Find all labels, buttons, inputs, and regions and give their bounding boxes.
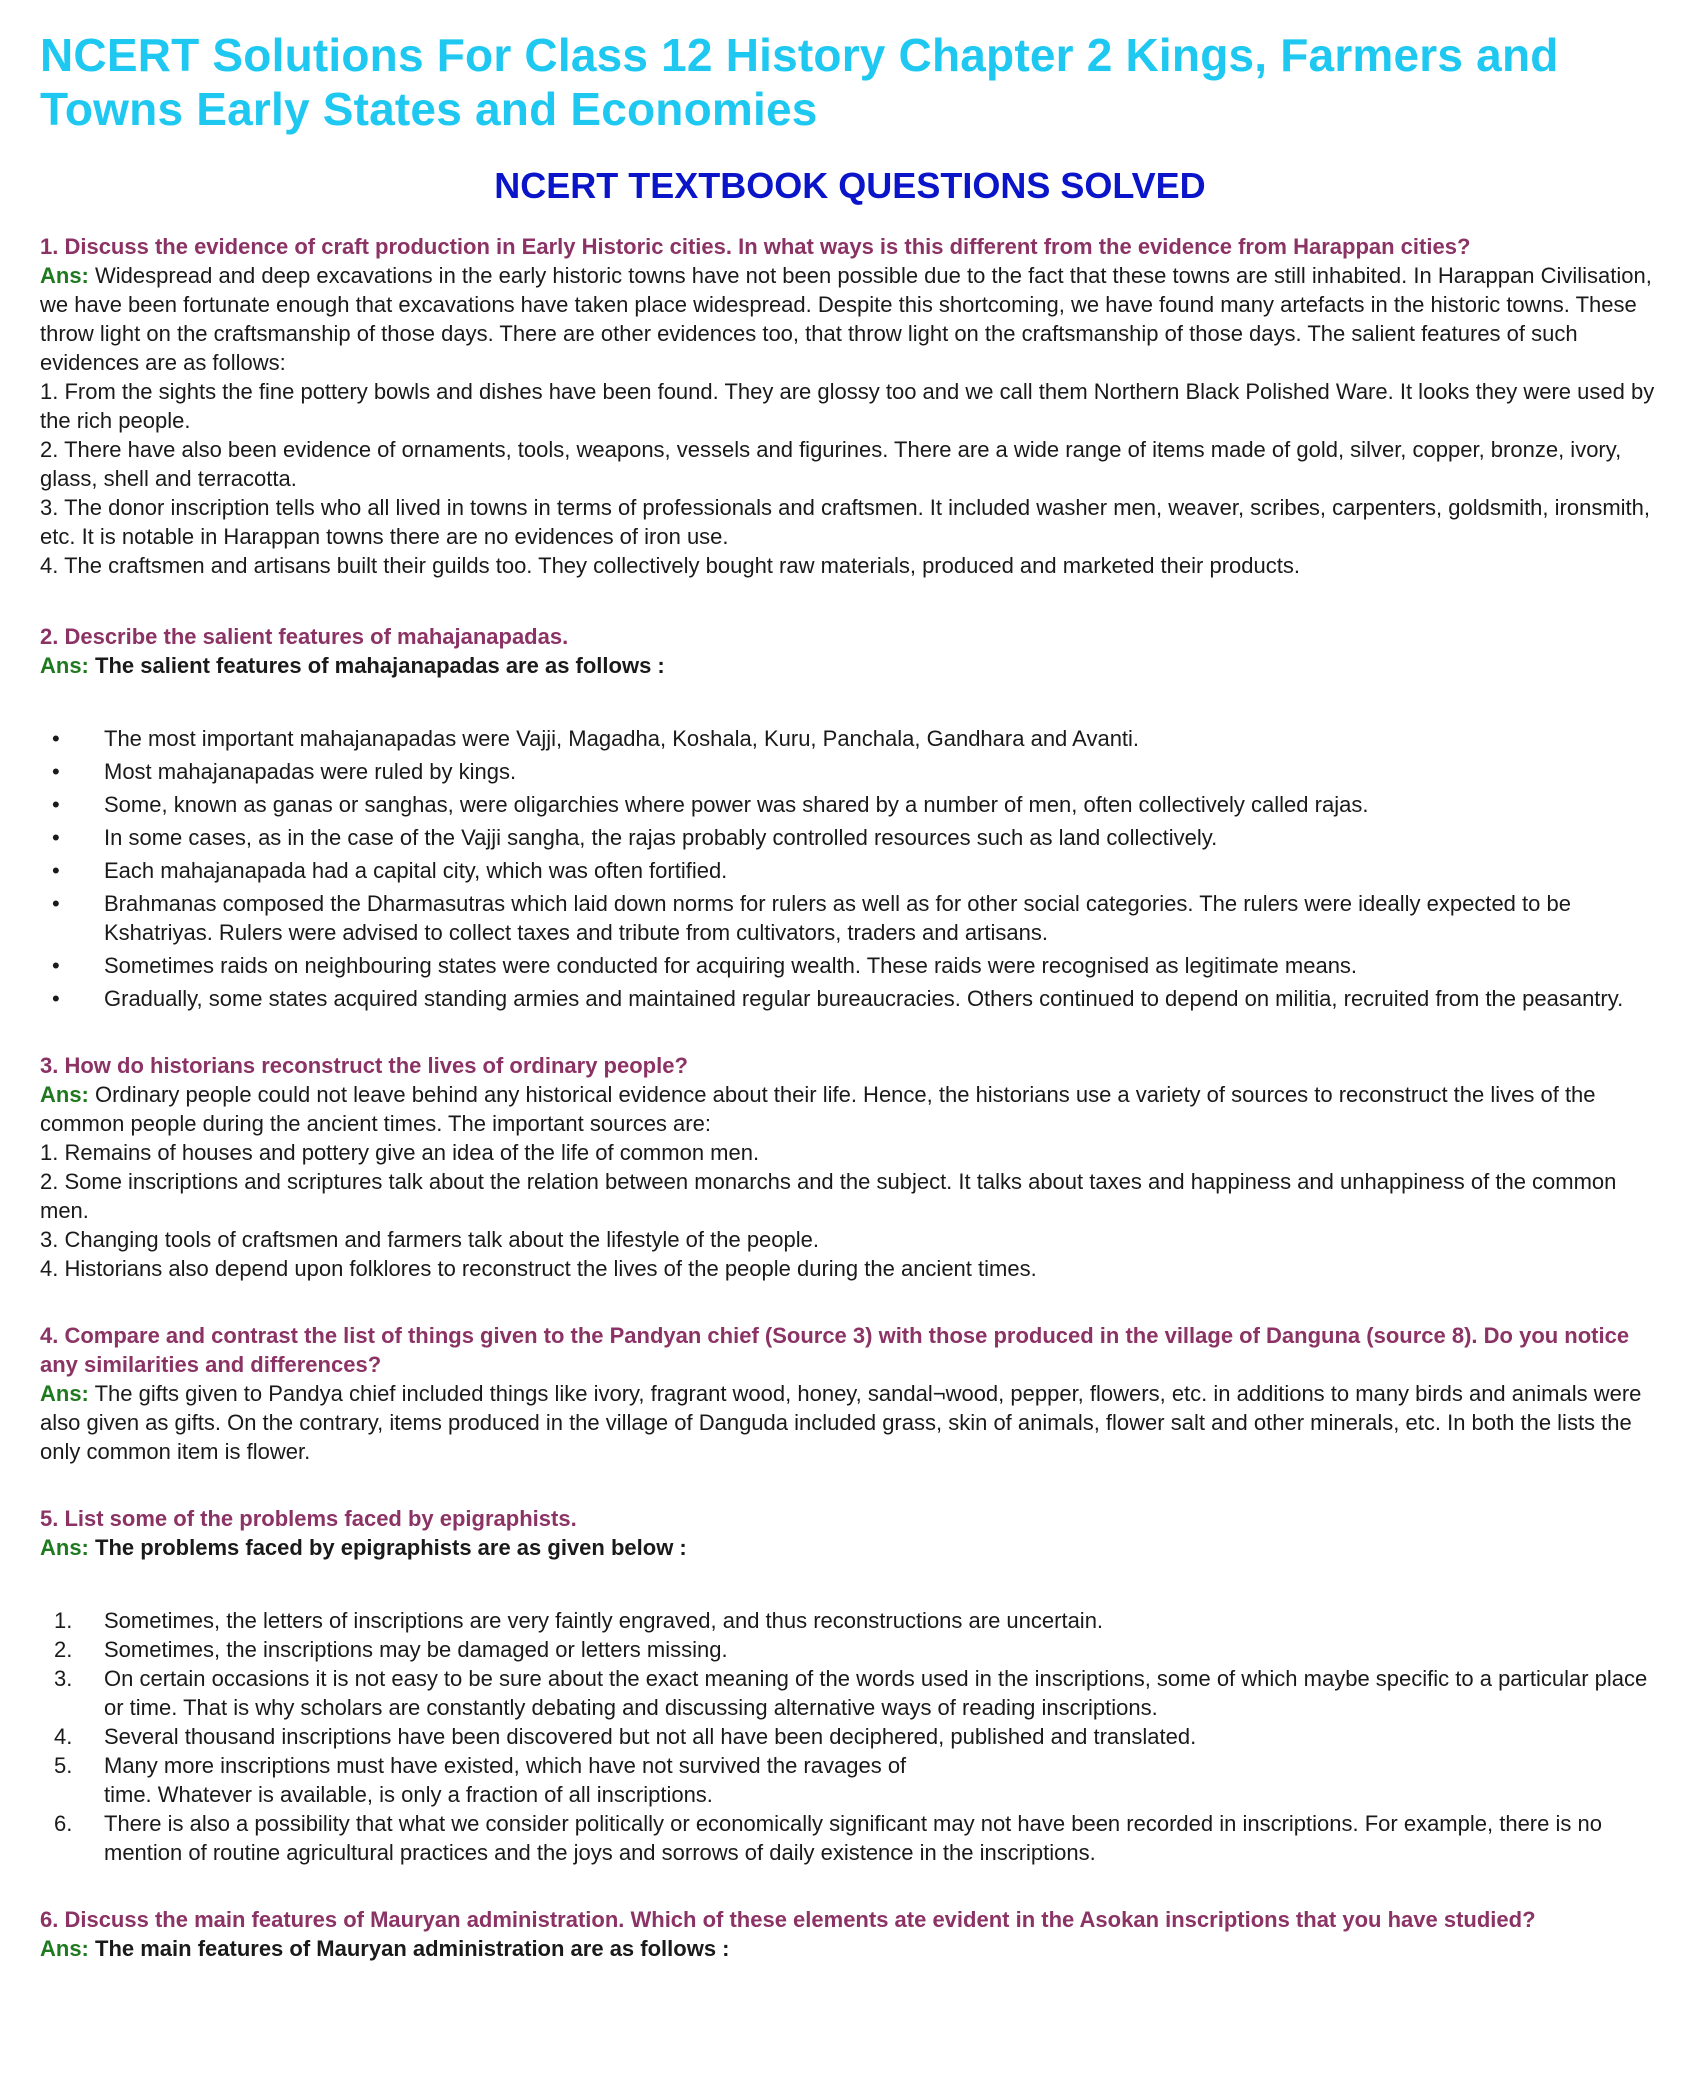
bullet-icon: • <box>52 858 60 883</box>
list-item <box>40 1809 1660 1867</box>
answer-1-point: 3. The donor inscription tells who all lived in towns in terms of professionals and craftsmen. It included washer men, weaver, scribes, carpenters, goldsmith, ironsmith, etc. It is notable in Harappan towns there are no evidences of iron use. <box>40 495 1650 549</box>
ans-label: Ans: <box>40 1936 89 1961</box>
answer-3-text: Ordinary people could not leave behind any historical evidence about their life. Hence, the historians use a variety of sources to reconstruct the lives of the common people during the ancient times. The important sources are: <box>40 1082 1596 1136</box>
question-4-section <box>40 1321 1660 1466</box>
list-item-text: On certain occasions it is not easy to be sure about the exact meaning of the words used in the inscriptions, some of which maybe specific to a particular place or time. That is why scholars are constantly debating and discussing alternative ways of reading inscriptions. <box>104 1666 1648 1720</box>
list-item <box>40 823 1660 852</box>
list-item-text: Some, known as ganas or sanghas, were oligarchies where power was shared by a number of men, often collectively called rajas. <box>104 792 1369 817</box>
question-1: 1. Discuss the evidence of craft production in Early Historic cities. In what ways is this different from the evidence from Harappan cities? <box>40 234 1471 259</box>
ans-label: Ans: <box>40 653 89 678</box>
list-item <box>40 1635 1660 1664</box>
answer-3-point: 2. Some inscriptions and scriptures talk about the relation between monarchs and the subject. It talks about taxes and happiness and unhappiness of the common men. <box>40 1169 1617 1223</box>
question-1-section <box>40 232 1660 580</box>
answer-4 <box>40 1379 1660 1466</box>
question-3-section <box>40 1051 1660 1283</box>
ans-label: Ans: <box>40 1381 89 1406</box>
question-6-section <box>40 1905 1660 1963</box>
epigraphist-problem-list <box>40 1606 1660 1867</box>
answer-1 <box>40 261 1660 377</box>
list-item <box>40 724 1660 753</box>
list-item-text: Many more inscriptions must have existed, which have not survived the ravages of <box>104 1753 907 1778</box>
section-heading: NCERT TEXTBOOK QUESTIONS SOLVED <box>494 165 1206 206</box>
ans-label: Ans: <box>40 1535 89 1560</box>
bullet-icon: • <box>52 953 60 978</box>
list-item <box>40 757 1660 786</box>
list-item-text: Most mahajanapadas were ruled by kings. <box>104 759 517 784</box>
list-number: 4. <box>54 1724 73 1749</box>
list-item-text: Sometimes raids on neighbouring states were conducted for acquiring wealth. These raids were recognised as legitimate means. <box>104 953 1358 978</box>
list-item <box>40 856 1660 885</box>
question-5: 5. List some of the problems faced by epigraphists. <box>40 1506 577 1531</box>
question-2-section <box>40 622 1660 1013</box>
list-item <box>40 790 1660 819</box>
bullet-icon: • <box>52 825 60 850</box>
answer-3-point: 3. Changing tools of craftsmen and farmers talk about the lifestyle of the people. <box>40 1227 820 1252</box>
list-item <box>40 889 1660 947</box>
answer-5-intro <box>40 1533 1660 1562</box>
bullet-icon: • <box>52 726 60 751</box>
answer-3-point: 4. Historians also depend upon folklores to reconstruct the lives of the people during the ancient times. <box>40 1256 1037 1281</box>
answer-6-intro <box>40 1934 1660 1963</box>
question-2: 2. Describe the salient features of mahajanapadas. <box>40 624 569 649</box>
answer-1-point: 1. From the sights the fine pottery bowls and dishes have been found. They are glossy too and we call them Northern Black Polished Ware. It looks they were used by the rich people. <box>40 379 1655 433</box>
answer-4-text: The gifts given to Pandya chief included things like ivory, fragrant wood, honey, sandal¬wood, pepper, flowers, etc. in additions to many birds and animals were also given as gifts. On the contrary, items produced in the village of Danguda included grass, skin of animals, flower salt and other minerals, etc. In both the lists the only common item is flower. <box>40 1381 1642 1464</box>
list-item <box>40 984 1660 1013</box>
answer-1-point: 2. There have also been evidence of ornaments, tools, weapons, vessels and figurines. There are a wide range of items made of gold, silver, copper, bronze, ivory, glass, shell and terracotta. <box>40 437 1622 491</box>
list-item-text: Sometimes, the inscriptions may be damaged or letters missing. <box>104 1637 728 1662</box>
page-title: NCERT Solutions For Class 12 History Chapter 2 Kings, Farmers and Towns Early States and Economies <box>40 29 1559 135</box>
list-item <box>40 951 1660 980</box>
list-item-text-continued: time. Whatever is available, is only a fraction of all inscriptions. <box>104 1782 713 1807</box>
answer-2-intro-text: The salient features of mahajanapadas are as follows : <box>95 653 665 678</box>
document-page <box>0 28 1700 1963</box>
list-item-text: In some cases, as in the case of the Vajji sangha, the rajas probably controlled resources such as land collectively. <box>104 825 1218 850</box>
question-5-section <box>40 1504 1660 1867</box>
answer-6-intro-text: The main features of Mauryan administration are as follows : <box>95 1936 730 1961</box>
list-item-text: Sometimes, the letters of inscriptions are very faintly engraved, and thus reconstructions are uncertain. <box>104 1608 1104 1633</box>
mahajanapada-feature-list <box>40 724 1660 1013</box>
ans-label: Ans: <box>40 1082 89 1107</box>
list-number: 5. <box>54 1753 73 1778</box>
answer-5-intro-text: The problems faced by epigraphists are as given below : <box>95 1535 687 1560</box>
list-item-text: There is also a possibility that what we consider politically or economically significant may not have been recorded in inscriptions. For example, there is no mention of routine agricultural practices and the joys and sorrows of daily existence in the inscriptions. <box>104 1811 1602 1865</box>
question-3: 3. How do historians reconstruct the lives of ordinary people? <box>40 1053 688 1078</box>
answer-3 <box>40 1080 1660 1138</box>
list-item-text: Brahmanas composed the Dharmasutras which laid down norms for rulers as well as for other social categories. The rulers were ideally expected to be Kshatriyas. Rulers were advised to collect taxes and tribute from cultivators, traders and artisans. <box>104 891 1571 945</box>
bullet-icon: • <box>52 792 60 817</box>
bullet-icon: • <box>52 759 60 784</box>
list-number: 6. <box>54 1811 73 1836</box>
list-number: 2. <box>54 1637 73 1662</box>
list-item <box>40 1751 1660 1809</box>
question-6: 6. Discuss the main features of Mauryan administration. Which of these elements ate evident in the Asokan inscriptions that you have studied? <box>40 1907 1536 1932</box>
ans-label: Ans: <box>40 263 89 288</box>
list-item <box>40 1606 1660 1635</box>
list-item <box>40 1664 1660 1722</box>
answer-1-point: 4. The craftsmen and artisans built their guilds too. They collectively bought raw materials, produced and marketed their products. <box>40 553 1300 578</box>
answer-1-text: Widespread and deep excavations in the early historic towns have not been possible due to the fact that these towns are still inhabited. In Harappan Civilisation, we have been fortunate enough that excavations have taken place widespread. Despite this shortcoming, we have found many artefacts in the historic towns. These throw light on the craftsmanship of those days. There are other evidences too, that throw light on the craftsmanship of those days. The salient features of such evidences are as follows: <box>40 263 1652 375</box>
list-item-text: Gradually, some states acquired standing armies and maintained regular bureaucracies. Others continued to depend on militia, recruited from the peasantry. <box>104 986 1624 1011</box>
question-4: 4. Compare and contrast the list of things given to the Pandyan chief (Source 3) with those produced in the village of Danguna (source 8). Do you notice any similarities and differences? <box>40 1323 1630 1377</box>
list-item-text: The most important mahajanapadas were Vajji, Magadha, Koshala, Kuru, Panchala, Gandhara and Avanti. <box>104 726 1140 751</box>
list-number: 3. <box>54 1666 73 1691</box>
list-item-text: Several thousand inscriptions have been discovered but not all have been deciphered, published and translated. <box>104 1724 1197 1749</box>
list-number: 1. <box>54 1608 73 1633</box>
list-item-text: Each mahajanapada had a capital city, which was often fortified. <box>104 858 728 883</box>
bullet-icon: • <box>52 986 60 1011</box>
answer-2-intro <box>40 651 1660 680</box>
answer-3-point: 1. Remains of houses and pottery give an idea of the life of common men. <box>40 1140 760 1165</box>
bullet-icon: • <box>52 891 60 916</box>
list-item <box>40 1722 1660 1751</box>
